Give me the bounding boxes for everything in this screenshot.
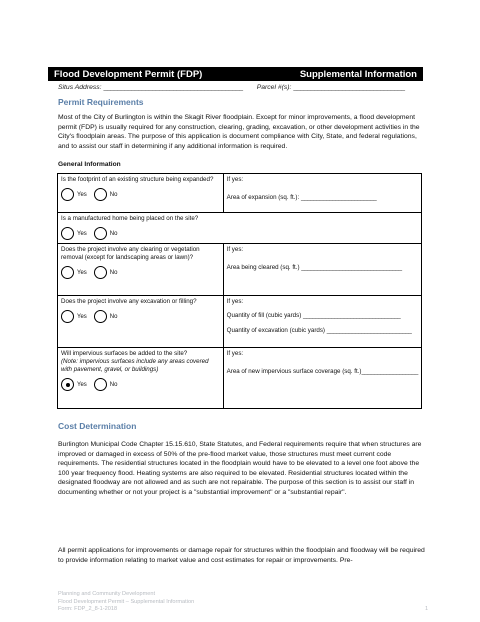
area-cleared-field[interactable]: Area being cleared (sq. ft.) ________________________________ <box>226 264 402 271</box>
if-yes-label: If yes: <box>226 246 244 253</box>
general-information-table <box>57 173 422 409</box>
area-expansion-field[interactable]: Area of expansion (sq. ft.): ________________________ <box>226 194 377 201</box>
table-row <box>58 174 422 213</box>
page-footer <box>58 591 194 614</box>
yes-radio[interactable] <box>61 266 74 279</box>
general-information-heading: General Information <box>58 161 121 168</box>
cost-determination-heading: Cost Determination <box>58 421 137 431</box>
footer-form-name: Flood Development Permit – Supplemental Information <box>58 598 195 605</box>
yes-radio[interactable] <box>61 227 74 240</box>
table-row <box>58 213 422 244</box>
yes-label: Yes <box>77 230 87 237</box>
form-header-bar <box>48 67 423 81</box>
page-number: 1 <box>425 606 429 612</box>
table-row <box>58 348 422 409</box>
no-radio[interactable] <box>94 188 107 201</box>
cost-determination-paragraph-2: All permit applications for improvements or damage repair for structures within the floodplain and floodway will be required to provide information relating to market value and cost estimates for repair or improvements. Pre- <box>58 547 425 564</box>
no-label: No <box>109 269 118 276</box>
table-row <box>58 244 422 296</box>
question-text: Is the footprint of an existing structure being expanded? <box>61 176 214 183</box>
no-radio[interactable] <box>94 378 107 391</box>
parcel-number-label: Parcel #(s): <box>256 84 292 91</box>
situs-address-label: Situs Address: <box>58 84 102 91</box>
if-yes-label: If yes: <box>226 350 244 357</box>
question-text: Is a manufactured home being placed on the site? <box>61 215 199 222</box>
situs-address-field[interactable] <box>58 84 243 91</box>
no-label: No <box>109 230 118 237</box>
permit-requirements-paragraph: Most of the City of Burlington is within the Skagit River floodplain. Except for minor improvements, a flood development permit (FDP) is usually required for any construction, clearing, grading, excavation, or other development activities in the City's floodplain areas. The purpose of this application is document compliance with City, State, and federal regulations, and to assist our staff in determining if any additional information is required. <box>58 114 420 150</box>
cost-determination-paragraph-1: Burlington Municipal Code Chapter 15.15.610, State Statutes, and Federal requirements require that when structures are improved or damaged in excess of 50% of the pre-flood market value, those structures must meet current code requirements. The residential structures located in the floodplain would have to be elevated to a level one foot above the 100 year frequency flood. Heating systems are also required to be elevated. Residential structures located within the designated floodway are not allowed and as such are not repairable. The purpose of this section is to assist our staff in documenting whether or not your project is a "substantial improvement" or a "substantial repair". <box>58 441 422 496</box>
permit-requirements-heading: Permit Requirements <box>58 97 144 107</box>
yes-label: Yes <box>77 269 87 276</box>
yes-radio[interactable] <box>61 310 74 323</box>
question-text: Does the project involve any clearing or vegetation removal (except for landscaping areas or lawn)? <box>61 246 200 261</box>
no-radio[interactable] <box>94 310 107 323</box>
no-label: No <box>109 313 118 320</box>
fill-quantity-field[interactable]: Quantity of fill (cubic yards) _______________________________ <box>226 312 401 319</box>
yes-radio[interactable] <box>61 378 74 391</box>
footer-form-id: Form: FDP_2_8-1-2018 <box>58 606 118 613</box>
parcel-number-field[interactable] <box>257 84 405 91</box>
yes-radio[interactable] <box>61 188 74 201</box>
footer-department: Planning and Community Development <box>58 591 156 597</box>
table-row <box>58 296 422 348</box>
question-text: Will impervious surfaces be added to the site? <box>61 350 188 357</box>
situs-parcel-row <box>58 84 418 91</box>
situs-address-line: ________________________________________ <box>103 84 243 91</box>
no-label: No <box>109 381 118 388</box>
no-radio[interactable] <box>94 266 107 279</box>
no-label: No <box>109 191 118 198</box>
if-yes-label: If yes: <box>226 176 244 183</box>
yes-label: Yes <box>77 191 87 198</box>
question-text: Does the project involve any excavation or filling? <box>61 298 197 305</box>
form-title: Flood Development Permit (FDP) <box>54 68 203 80</box>
impervious-note: (Note: impervious surfaces include any areas covered with pavement, gravel, or buildings) <box>61 358 209 373</box>
excavation-quantity-field[interactable]: Quantity of excavation (cubic yards) ___________________________ <box>226 327 412 334</box>
parcel-number-line: ________________________________ <box>293 84 405 91</box>
if-yes-label: If yes: <box>226 298 244 305</box>
yes-label: Yes <box>77 381 87 388</box>
impervious-area-field[interactable]: Area of new impervious surface coverage (sq. ft.)__________________ <box>226 368 418 375</box>
form-subtitle: Supplemental Information <box>299 68 417 80</box>
yes-label: Yes <box>77 313 87 320</box>
no-radio[interactable] <box>94 227 107 240</box>
